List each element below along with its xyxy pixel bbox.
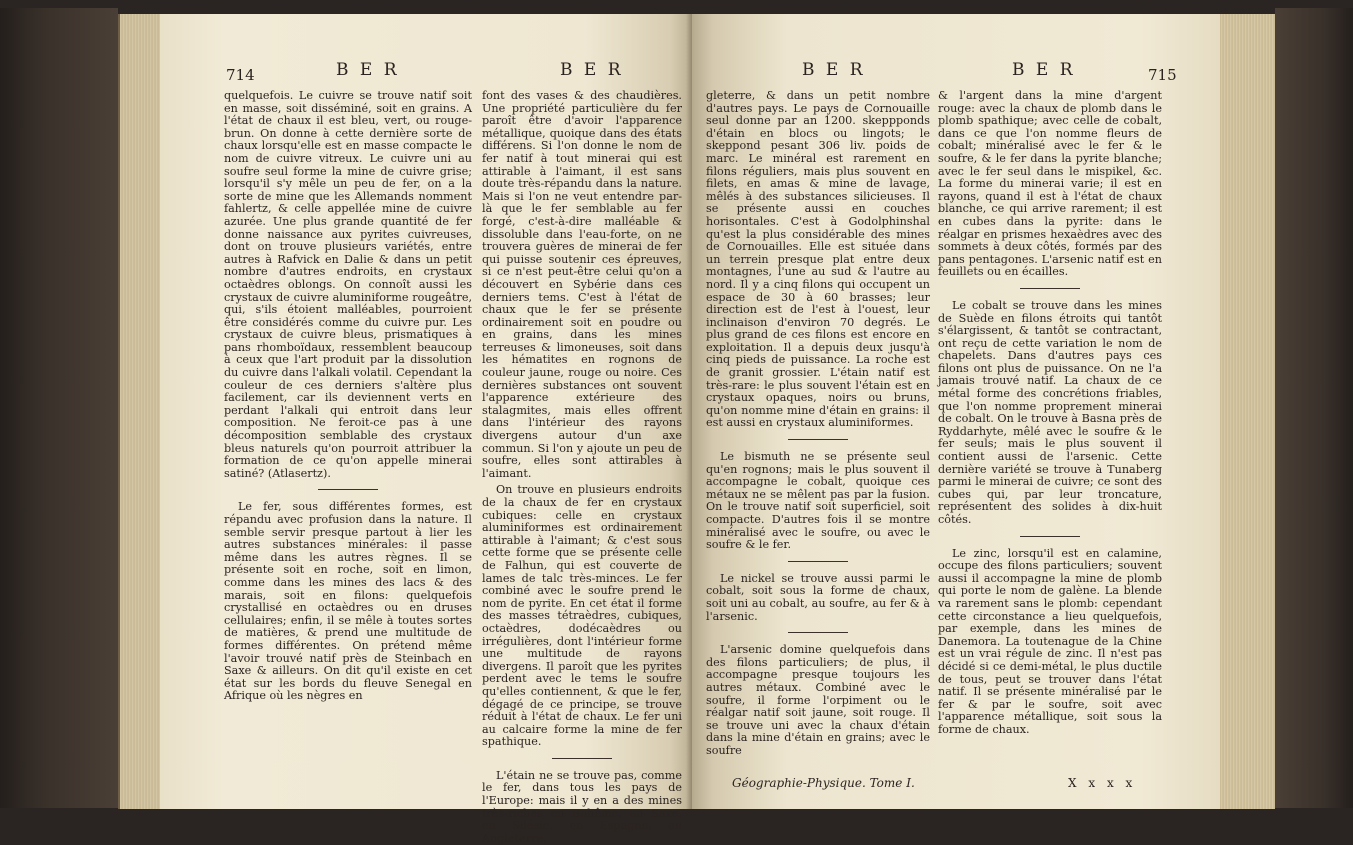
running-head-left-1: B E R xyxy=(336,60,400,80)
section-rule xyxy=(1020,536,1080,537)
section-rule xyxy=(318,489,378,490)
paragraph: Le nickel se trouve aussi parmi le cobalt, soit sous la forme de chaux, soit uni au cobalt, au soufre, au fer & à l'arsenic. xyxy=(706,571,930,623)
right-page xyxy=(692,14,1220,809)
paragraph: gleterre, & dans un petit nombre d'autres pays. Le pays de Cornouaille seul donne par an 1200. skeppponds d'étain en blocs ou lingots; le skeppond pesant 306 liv. poids de marc. Le minéral est rarement en filons réguliers, mais plus souvent en filets, en amas & mine de lavage, mêlés à des substances silicieuses. Il se présente aussi en couches horisontales. C'est à Godolphinshal qu'est la plus considérable des mines de Cornouailles. Elle est située dans un terrein presque plat entre deux montagnes, l'une au sud & l'autre au nord. Il y a cinq filons qui occupent un espace de 30 à 60 brasses; leur direction est de l'est à l'ouest, leur inclinaison d'environ 70 degrés. Le plus grand de ces filons est encore en exploitation. Il a depuis deux jusqu'à cinq pieds de puissance. La roche est de granit grossier. L'étain natif est très-rare: le plus souvent l'étain est en crystaux opaques, noirs ou bruns, qu'on nomme mine d'étain en grains: il est aussi en crystaux aluminiformes. xyxy=(706,89,930,430)
paragraph: On trouve en plusieurs endroits de la chaux de fer en crystaux cubiques: celle en crystaux aluminiformes est ordinairement attirable à l'aimant; & c'est sous cette forme que se présente celle de Falhun, qui est couverte de lames de talc très-minces. Le fer combiné avec le soufre prend le nom de pyrite. En cet état il forme des masses tétraèdres, cubiques, octaèdres, dodécaèdres ou irrégulières, dont l'intérieur forme une multitude de rayons divergens. Il paroît que les pyrites perdent avec le tems le soufre qu'elles contiennent, & que le fer, dégagé de ce principe, se trouve réduit à l'état de chaux. Le fer uni au calcaire forme la mine de fer spathique. xyxy=(482,483,682,749)
paragraph: font des vases & des chaudières. Une propriété particulière du fer paroît être d'avoir l'apparence métallique, quoique dans des états différens. Si l'on donne le nom de fer natif à tout minerai qui est attirable à l'aimant, il est sans doute très-répandu dans la nature. Mais si l'on ne veut entendre par-là que le fer semblable au fer forgé, c'est-à-dire malléable & dissoluble dans l'eau-forte, on ne trouvera guères de minerai de fer qui puisse soutenir ces épreuves, si ce n'est peut-être celui qu'on a découvert en Sybérie dans ces derniers tems. C'est à l'état de chaux que le fer se présente ordinairement soit en poudre ou en grains, dans les mines terreuses & limoneuses, soit dans les hématites en rognons de couleur jaune, rouge ou noire. Ces dernières substances ont souvent l'apparence extérieure des stalagmites, mais elles offrent dans l'intérieur des rayons divergens autour d'un axe commun. Si l'on y ajoute un peu de soufre, elles sont attirables à l'aimant. xyxy=(482,89,682,480)
right-cover xyxy=(1275,8,1353,808)
right-page-column-1 xyxy=(706,90,930,780)
section-rule xyxy=(788,561,848,562)
section-rule xyxy=(552,758,612,759)
paragraph: L'étain ne se trouve pas, comme le fer, dans tous les pays de l'Europe: mais il y en a des mines très-riches en Bohême, en Saxe, en Silésie, en Espagne, en Angleterre, xyxy=(482,768,682,845)
running-head-left-2: B E R xyxy=(560,60,624,80)
section-rule xyxy=(788,632,848,633)
left-page-column-2 xyxy=(482,89,682,845)
paragraph: L'arsenic domine quelquefois dans des filons particuliers; de plus, il accompagne presque toujours les autres métaux. Combiné avec le soufre, il forme l'orpiment ou le réalgar natif soit jaune, soit rouge. Il se trouve uni avec la chaux d'étain dans la mine d'étain en grains; avec le soufre xyxy=(706,643,930,757)
paragraph: Le bismuth ne se présente seul qu'en rognons; mais le plus souvent il accompagne le cobalt, quoique ces métaux ne se mêlent pas par la fusion. On le trouve natif soit superficiel, soit compacte. D'autres fois il se montre minéralisé avec le soufre, ou avec le soufre & le fer. xyxy=(706,450,930,552)
right-page-edges xyxy=(1215,14,1275,809)
right-page-column-2 xyxy=(938,90,1162,780)
paragraph: Le cobalt se trouve dans les mines de Suède en filons étroits qui tantôt s'élargissent, & tantôt se contractant, ont reçu de cette variation le nom de chapelets. Dans d'autres pays ces filons ont plus de puissance. On ne l'a jamais trouvé natif. La chaux de ce métal forme des concrétions friables, que l'on nomme proprement minerai de cobalt. On le trouve à Basna près de Ryddarhyte, mêlé avec le soufre & le fer seuls; mais le plus souvent il contient aussi de l'arsenic. Cette dernière variété se trouve à Tunaberg parmi le minerai de cuivre; ce sont des cubes qui, par leur troncature, représentent des solides à dix-huit côtés. xyxy=(938,298,1162,526)
running-head-right-1: B E R xyxy=(802,60,866,80)
paragraph: Le zinc, lorsqu'il est en calamine, occupe des filons particuliers; souvent aussi il accompagne la mine de plomb qui porte le nom de galène. La blende va rarement sans le plomb: cependant cette circonstance a lieu quelquefois, par exemple, dans les mines de Danemora. La toutenague de la Chine est un vrai régule de zinc. Il n'est pas décidé si ce demi-métal, le plus ductile de tous, peut se trouver dans l'état natif. Il se présente minéralisé par le fer & par le soufre, soit avec l'apparence métallique, soit sous la forme de chaux. xyxy=(938,546,1162,736)
footer-title: Géographie-Physique. Tome I. xyxy=(732,776,915,790)
page-number-right: 715 xyxy=(1148,66,1177,84)
section-rule xyxy=(1020,288,1080,289)
running-head-right-2: B E R xyxy=(1012,60,1076,80)
paragraph: & l'argent dans la mine d'argent rouge: avec la chaux de plomb dans le plomb spathique; avec celle de cobalt, dans ce que l'on nomme fleurs de cobalt; minéralisé avec le fer & le soufre, & le fer dans la pyrite blanche; avec le fer seul dans le mispikel, &c. La forme du minerai varie; il est en rayons, quand il est à l'état de chaux blanche, ce qui arrive rarement; il est en cubes dans la pyrite: dans le réalgar en prismes hexaèdres avec des sommets à deux côtés, formés par des pans pentagones. L'arsenic natif est en feuillets ou en écailles. xyxy=(938,89,1162,279)
signature-mark: X x x x xyxy=(1068,776,1137,790)
section-rule xyxy=(788,439,848,440)
paragraph: quelquefois. Le cuivre se trouve natif soit en masse, soit disséminé, soit en grains. A l'état de chaux il est bleu, vert, ou rouge-brun. On donne à cette dernière sorte de chaux lorsqu'elle est en masse compacte le nom de cuivre vitreux. Le cuivre uni au soufre seul forme la mine de cuivre grise; lorsqu'il s'y mêle un peu de fer, on a la sorte de mine que les Allemands nomment fahlertz, & celle appellée mine de cuivre azurée. Une plus grande quantité de fer donne naissance aux pyrites cuivreuses, dont on trouve plusieurs variétés, entre autres à Rafvick en Dalie & dans un petit nombre d'autres endroits, en crystaux octaèdres oblongs. On connoît aussi les crystaux de cuivre aluminiforme rougeâtre, qui, s'ils étoient malléables, pourroient être considérés comme du cuivre pur. Les crystaux de cuivre bleus, prismatiques à pans rhomboïdaux, ressemblent beaucoup à ceux que l'art produit par la dissolution du cuivre dans l'alkali volatil. Cependant la couleur de ces derniers s'altère plus facilement, car ils deviennent verts en perdant l'alkali qui entroit dans leur composition. Ne feroit-ce pas à une décomposition semblable des crystaux bleus naturels qu'on pourroit attribuer la formation de ce qu'on appelle minerai satiné? (Atlasertz). xyxy=(224,89,472,480)
left-page xyxy=(160,14,692,845)
paragraph: Le fer, sous différentes formes, est répandu avec profusion dans la nature. Il semble servir presque partout à lier les autres substances minérales: il passe même dans les autres règnes. Il se présente soit en roche, soit en limon, comme dans les mines des lacs & des marais, soit en filons: quelquefois crystallisé en octaèdres ou en druses cellulaires; enfin, il se mêle à toutes sortes de matières, & prend une multitude de formes différentes. On prétend même l'avoir trouvé natif près de Steinbach en Saxe & ailleurs. On dit qu'il existe en cet état sur les bords du fleuve Senegal en Afrique où les nègres en xyxy=(224,500,472,703)
left-cover xyxy=(0,8,118,808)
page-number-left: 714 xyxy=(226,66,255,84)
left-page-column-1 xyxy=(224,90,472,790)
